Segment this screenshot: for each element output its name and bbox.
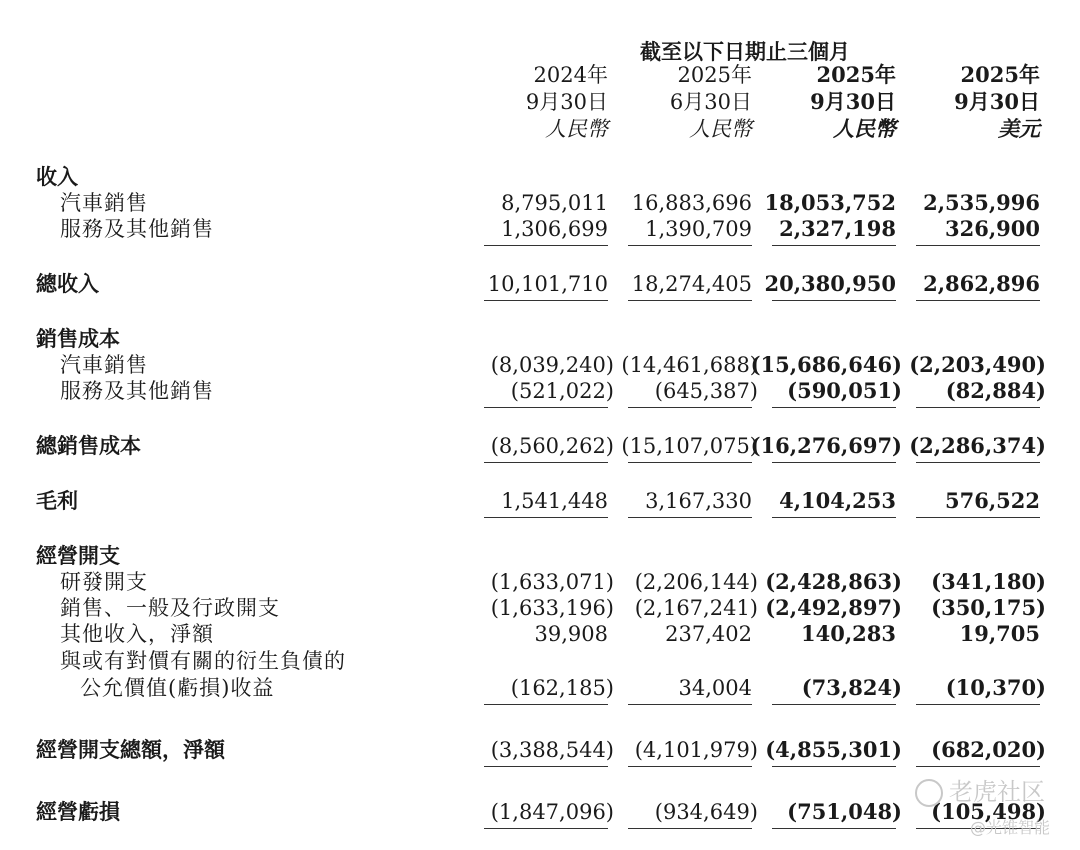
cell-col4: (350,175) <box>931 595 1046 620</box>
cell-col1: 1,306,699 <box>501 217 608 241</box>
row-total-cost <box>0 433 1080 459</box>
cell-col2: (14,461,688) <box>621 353 758 377</box>
watermark-handle: @光锥智能 <box>970 818 1051 837</box>
cell-col2: (2,206,144) <box>634 570 758 594</box>
cell-col2: 237,402 <box>665 622 752 646</box>
row-vehicle-sales <box>0 190 1080 216</box>
cell-col4: (10,370) <box>945 675 1046 700</box>
col3-year: 2025年 <box>816 62 896 87</box>
cell-col4: 2,862,896 <box>923 271 1040 296</box>
col1-date: 9月30日 <box>525 90 608 114</box>
row-label: 汽車銷售 <box>60 353 148 377</box>
row-label: 服務及其他銷售 <box>60 217 214 241</box>
cell-col4: 2,535,996 <box>923 190 1040 215</box>
cell-col4: (2,286,374) <box>909 433 1046 458</box>
col2-currency: 人民幣 <box>689 117 752 141</box>
cell-col1: (1,847,096) <box>490 800 614 824</box>
cell-col4: 576,522 <box>945 488 1040 513</box>
cell-col2: (15,107,075) <box>621 434 758 458</box>
cell-col4: (341,180) <box>931 569 1046 594</box>
row-label: 毛利 <box>36 489 78 513</box>
underline <box>772 245 896 246</box>
underline <box>484 462 608 463</box>
underline <box>916 245 1040 246</box>
row-gross-profit <box>0 488 1080 514</box>
row-rnd <box>0 569 1080 595</box>
cell-col4: 326,900 <box>945 216 1040 241</box>
underline <box>484 517 608 518</box>
cell-col3: 18,053,752 <box>764 190 896 215</box>
cell-col2: 16,883,696 <box>631 191 752 215</box>
underline <box>916 704 1040 705</box>
cell-col2: 34,004 <box>678 676 752 700</box>
cell-col1: (8,560,262) <box>490 434 614 458</box>
cell-col2: (645,387) <box>654 379 758 403</box>
cell-col3: 140,283 <box>801 621 896 646</box>
underline <box>916 517 1040 518</box>
cell-col1: 1,541,448 <box>501 489 608 513</box>
cell-col3: (2,428,863) <box>765 569 902 594</box>
underline <box>628 462 752 463</box>
col4-date: 9月30日 <box>954 89 1040 114</box>
row-cost-service <box>0 378 1080 404</box>
cell-col3: (73,824) <box>801 675 902 700</box>
underline <box>772 704 896 705</box>
row-label: 銷售、一般及行政開支 <box>60 596 280 620</box>
cell-col3: (751,048) <box>787 799 902 824</box>
underline <box>916 407 1040 408</box>
row-cost-vehicle <box>0 352 1080 378</box>
cell-col1: (521,022) <box>510 379 614 403</box>
row-derivative-fair-value <box>0 675 1080 701</box>
cell-col1: (1,633,071) <box>490 570 614 594</box>
underline <box>916 300 1040 301</box>
col1-currency: 人民幣 <box>545 117 608 141</box>
cell-col4: 19,705 <box>959 621 1040 646</box>
underline <box>772 517 896 518</box>
cell-col2: 18,274,405 <box>631 272 752 296</box>
watermark-brand: 老虎社区 <box>915 772 1045 807</box>
underline <box>484 300 608 301</box>
col4-year: 2025年 <box>960 62 1040 87</box>
cell-col2: 3,167,330 <box>645 489 752 513</box>
row-label: 服務及其他銷售 <box>60 379 214 403</box>
row-total-opex <box>0 737 1080 763</box>
cell-col3: (4,855,301) <box>765 737 902 762</box>
cell-col3: 4,104,253 <box>779 488 896 513</box>
col4-currency: 美元 <box>998 116 1040 141</box>
col2-year: 2025年 <box>677 63 752 87</box>
underline <box>628 300 752 301</box>
deriv-label-line1: 與或有對價有關的衍生負債的 <box>60 649 346 673</box>
cell-col1: 10,101,710 <box>487 272 608 296</box>
underline <box>484 245 608 246</box>
revenue-section-title: 收入 <box>36 165 78 189</box>
underline <box>628 407 752 408</box>
cell-col2: (2,167,241) <box>634 596 758 620</box>
cell-col3: (15,686,646) <box>750 352 902 377</box>
col3-date: 9月30日 <box>810 89 896 114</box>
underline <box>772 766 896 767</box>
cell-col1: 39,908 <box>534 622 608 646</box>
underline <box>628 245 752 246</box>
cell-col2: (934,649) <box>654 800 758 824</box>
underline <box>916 766 1040 767</box>
underline <box>772 462 896 463</box>
row-total-revenue <box>0 271 1080 297</box>
cell-col4: (82,884) <box>945 378 1046 403</box>
row-label: 經營虧損 <box>36 800 120 824</box>
underline <box>484 828 608 829</box>
underline <box>628 517 752 518</box>
period-header: 截至以下日期止三個月 <box>640 39 850 64</box>
cell-col3: (2,492,897) <box>765 595 902 620</box>
underline <box>772 300 896 301</box>
cell-col3: 2,327,198 <box>779 216 896 241</box>
col2-date: 6月30日 <box>669 90 752 114</box>
row-service-sales <box>0 216 1080 242</box>
row-label: 汽車銷售 <box>60 191 148 215</box>
underline <box>772 828 896 829</box>
cell-col2: (4,101,979) <box>634 738 758 762</box>
cell-col1: (3,388,544) <box>490 738 614 762</box>
row-label: 研發開支 <box>60 570 148 594</box>
cell-col2: 1,390,709 <box>645 217 752 241</box>
cell-col4: (105,498) <box>931 799 1046 824</box>
row-label: 公允價值(虧損)收益 <box>80 676 275 700</box>
underline <box>772 407 896 408</box>
row-label: 其他收入，淨額 <box>60 622 214 646</box>
cell-col3: (16,276,697) <box>750 433 902 458</box>
underline <box>484 704 608 705</box>
cell-col3: 20,380,950 <box>764 271 896 296</box>
cell-col1: (162,185) <box>510 676 614 700</box>
col1-year: 2024年 <box>533 63 608 87</box>
col3-currency: 人民幣 <box>833 116 896 141</box>
opex-section-title: 經營開支 <box>36 544 120 568</box>
underline <box>628 704 752 705</box>
underline <box>628 828 752 829</box>
cell-col3: (590,051) <box>787 378 902 403</box>
cell-col1: (8,039,240) <box>490 353 614 377</box>
row-label: 經營開支總額，淨額 <box>36 738 225 762</box>
row-label: 總收入 <box>36 272 99 296</box>
cell-col1: (1,633,196) <box>490 596 614 620</box>
cell-col4: (682,020) <box>931 737 1046 762</box>
underline <box>484 407 608 408</box>
underline <box>628 766 752 767</box>
cell-col1: 8,795,011 <box>501 191 608 215</box>
row-sga <box>0 595 1080 621</box>
row-other-income <box>0 621 1080 647</box>
underline <box>484 766 608 767</box>
tiger-logo-icon <box>915 779 943 807</box>
underline <box>916 462 1040 463</box>
row-label: 總銷售成本 <box>36 434 141 458</box>
cost-section-title: 銷售成本 <box>36 327 120 351</box>
cell-col4: (2,203,490) <box>909 352 1046 377</box>
